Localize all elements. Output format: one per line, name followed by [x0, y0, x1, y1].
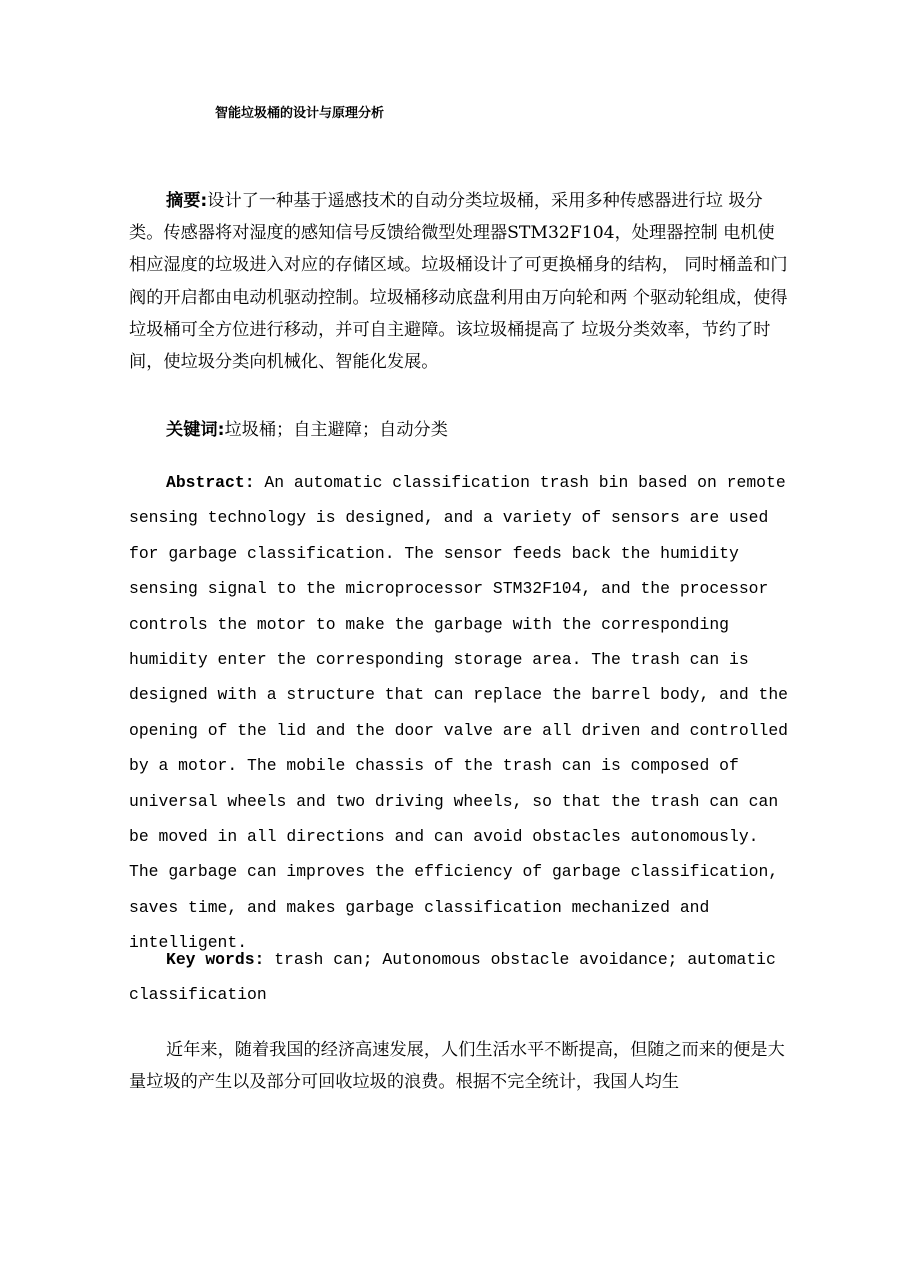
keywords-cn-paragraph — [129, 414, 789, 446]
abstract-en-label: Abstract: — [166, 473, 255, 492]
abstract-en-paragraph — [129, 465, 789, 961]
abstract-en-text: An automatic classification trash bin based on remote sensing technology is designed, and a variety of sensors are used for garbage classification. The sensor feeds back the humidity sensing signal to the microprocessor STM32F104, and the processor controls the motor to make the garbage with the corresponding humidity enter the corresponding storage area. The trash can is designed with a structure that can replace the barrel body, and the opening of the lid and the door valve are all driven and controlled by a motor. The mobile chassis of the trash can is composed of universal wheels and two driving wheels, so that the trash can can be moved in all directions and can avoid obstacles autonomously. The garbage can improves the efficiency of garbage classification, saves time, and makes garbage classification mechanized and intelligent. — [129, 473, 789, 953]
abstract-cn-text: 设计了一种基于遥感技术的自动分类垃圾桶，采用多种传感器进行垃 圾分类。传感器将对湿度的感知信号反馈给微型处理器STM32F104，处理器控制 电机使相应湿度的垃圾进入对应的存储区域。垃圾桶设计了可更换桶身的结构， 同时桶盖和门阀的开启都由电动机驱动控制。垃圾桶移动底盘利用由万向轮和两 个驱动轮组成，使得垃圾桶可全方位进行移动，并可自主避障。该垃圾桶提高了 垃圾分类效率，节约了时间，使垃圾分类向机械化、智能化发展。 — [129, 191, 788, 373]
abstract-cn-label: 摘要: — [166, 191, 208, 211]
keywords-en-text: trash can; Autonomous obstacle avoidance; automatic classification — [129, 950, 776, 1005]
keywords-en-label: Key words: — [166, 950, 265, 969]
abstract-cn-paragraph — [129, 185, 789, 378]
body-paragraph: 近年来，随着我国的经济高速发展，人们生活水平不断提高，但随之而来的便是大量垃圾的产生以及部分可回收垃圾的浪费。根据不完全统计，我国人均生 — [129, 1040, 785, 1093]
keywords-en-paragraph — [129, 942, 789, 1013]
keywords-cn-text: 垃圾桶；自主避障；自动分类 — [224, 420, 448, 440]
keywords-cn-label: 关键词: — [166, 420, 225, 440]
document-title: 智能垃圾桶的设计与原理分析 — [215, 106, 385, 121]
